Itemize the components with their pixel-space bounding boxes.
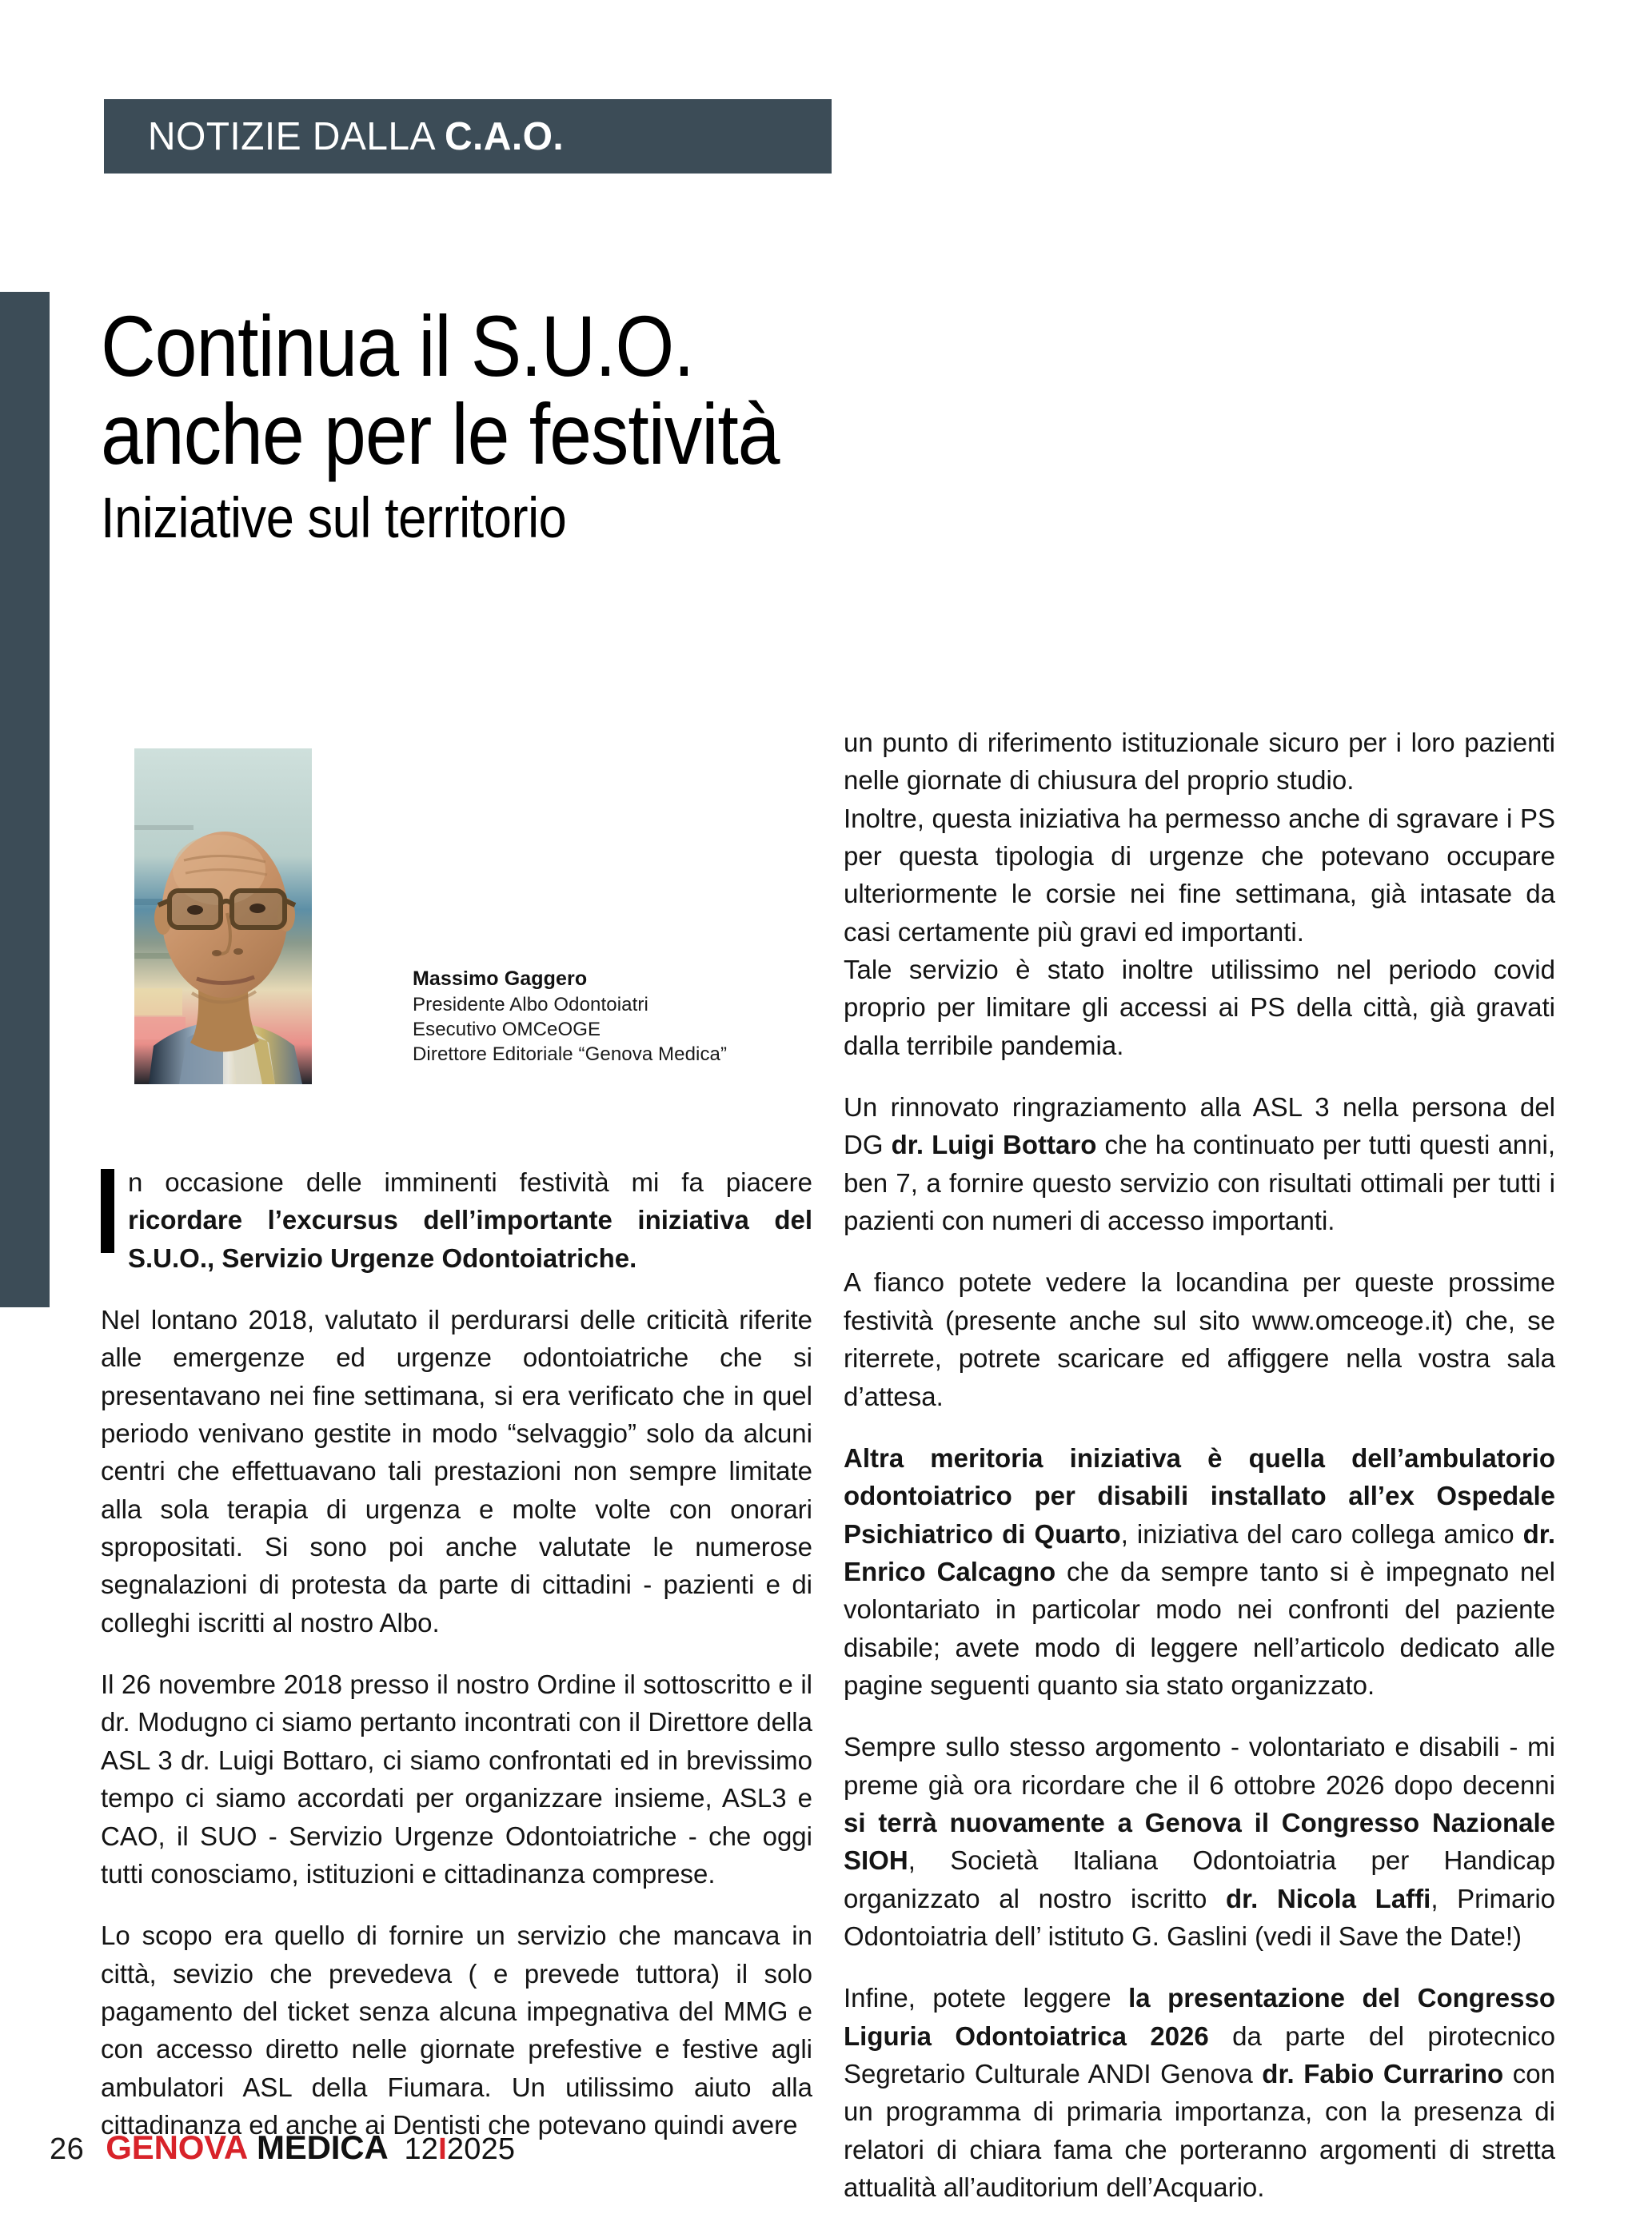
magazine-brand bbox=[106, 2128, 388, 2167]
paragraph-part: che da sempre tanto si è impegnato nel volontariato in particolar modo nei confronti del paziente disabile; avete modo di leggere nell’articolo dedicato alle pagine seguenti quanto sia stato organizzato. bbox=[844, 1556, 1555, 1700]
section-banner-prefix: NOTIZIE DALLA bbox=[147, 114, 445, 158]
issue-month: 12 bbox=[404, 2132, 439, 2166]
paragraph-part: , Primario Odontoiatria dell’ istituto G. Gaslini (vedi il Save the Date!) bbox=[844, 1883, 1556, 1951]
paragraph-part: Infine, potete leggere bbox=[844, 1983, 1129, 2013]
page-footer bbox=[50, 2128, 515, 2167]
paragraph-part: , Società Italiana Odontoiatria per Handicap organizzato al nostro iscritto bbox=[844, 1845, 1555, 1913]
paragraph: Nel lontano 2018, valutato il perdurarsi delle criticità riferite alle emergenze ed urgenze odontoiatriche che si presentavano nei fine settimana, si era verificato che in quel periodo venivano gestite in modo “selvaggio” solo da alcuni centri che effettuavano tali prestazioni non sempre limitate alla sola terapia di urgenza e molte volte con onorari spropositati. Si sono poi anche valutate le numerose segnalazioni di protesta da parte di cittadini - pazienti e di colleghi iscritti al nostro Albo. bbox=[101, 1305, 812, 1638]
paragraph-part: che ha continuato per tutti questi anni, ben 7, a fornire questo servizio con risultati ottimali per tutti i pazienti con numeri di accesso importanti. bbox=[844, 1130, 1555, 1236]
paragraph-part: , iniziativa del caro collega amico bbox=[1120, 1518, 1523, 1549]
body-column-left bbox=[101, 1163, 812, 2168]
congress-sioh-bold: si terrà nuovamente a Genova il Congresso Nazionale SIOH bbox=[844, 1807, 1555, 1876]
lead-paragraph-bold: ricordare l’excursus dell’importante iniziativa del S.U.O., Servizio Urgenze Odontoiatriche. bbox=[128, 1205, 812, 1273]
lead-paragraph bbox=[101, 1163, 812, 1277]
page-title-line-2: anche per le festività bbox=[101, 385, 780, 483]
byline-role-3: Direttore Editoriale “Genova Medica” bbox=[413, 1043, 728, 1065]
body-column-right bbox=[844, 724, 1555, 2230]
page-subtitle: Iniziative sul territorio bbox=[101, 487, 567, 551]
paragraph bbox=[844, 1728, 1555, 1955]
brand-genova: GENOVA bbox=[106, 2128, 248, 2166]
paragraph bbox=[844, 1439, 1555, 1704]
section-banner-label bbox=[104, 114, 564, 159]
section-banner-bold: C.A.O. bbox=[444, 114, 565, 158]
person-name-currarino: dr. Fabio Currarino bbox=[1262, 2059, 1504, 2088]
left-vertical-rule bbox=[0, 292, 50, 1307]
headline-block bbox=[101, 297, 1140, 551]
paragraph bbox=[844, 1088, 1555, 1239]
person-name-calcagno: dr. Enrico Calcagno bbox=[844, 1518, 1555, 1586]
person-name-laffi: dr. Nicola Laffi bbox=[1225, 1883, 1431, 1913]
byline-role-1: Presidente Albo Odontoiatri bbox=[413, 993, 648, 1015]
paragraph bbox=[844, 1979, 1555, 2206]
lead-paragraph-regular: n occasione delle imminenti festività mi fa piacere bbox=[128, 1167, 812, 1197]
byline-role-2: Esecutivo OMCeOGE bbox=[413, 1018, 601, 1040]
dropcap-bar-icon bbox=[101, 1169, 114, 1253]
paragraph: un punto di riferimento istituzionale sicuro per i loro pazienti nelle giornate di chiusura del proprio studio. bbox=[844, 728, 1555, 796]
page-title-line-1: Continua il S.U.O. bbox=[101, 297, 694, 394]
section-banner bbox=[104, 99, 832, 174]
issue-label bbox=[404, 2132, 515, 2167]
paragraph-part: da parte del pirotecnico Segretario Culturale ANDI Genova bbox=[844, 2021, 1555, 2088]
author-photo bbox=[134, 748, 312, 1084]
author-portrait-image bbox=[134, 748, 312, 1084]
person-name-bottaro: dr. Luigi Bottaro bbox=[891, 1130, 1097, 1160]
paragraph: Tale servizio è stato inoltre utilissimo nel periodo covid proprio per limitare gli accessi ai PS della città, già gravati dalla terribile pandemia. bbox=[844, 955, 1555, 1060]
paragraph-part: Un rinnovato ringraziamento alla ASL 3 nella persona del DG bbox=[844, 1092, 1555, 1160]
paragraph-lead-bold: Altra meritoria iniziativa è quella dell’ambulatorio odontoiatrico per disabili installato all’ex Ospedale Psichiatrico di Quarto bbox=[844, 1442, 1555, 1549]
issue-year: 2025 bbox=[446, 2132, 516, 2166]
byline-name: Massimo Gaggero bbox=[413, 967, 588, 990]
author-photo-frame bbox=[134, 748, 312, 1084]
paragraph: Lo scopo era quello di fornire un servizio che mancava in città, sevizio che prevedeva ( e prevede tuttora) il solo pagamento del ticket senza alcuna impegnativa del MMG e con accesso diretto nelle giornate prefestive e festive agli ambulatori ASL della Fiumara. Un utilissimo aiuto alla cittadinanza ed anche ai Dentisti che potevano quindi avere bbox=[101, 1921, 812, 2140]
byline bbox=[413, 966, 796, 1067]
brand-medica: MEDICA bbox=[257, 2128, 389, 2166]
paragraph: Inoltre, questa iniziativa ha permesso anche di sgravare i PS per questa tipologia di urgenze che potevano occupare ulteriormente le corsie nei fine settimana, già intasate da casi certamente più gravi ed importanti. bbox=[844, 803, 1555, 947]
paragraph: A fianco potete vedere la locandina per queste prossime festività (presente anche sul sito www.omceoge.it) che, se riterrete, potrete scaricare ed affiggere nella vostra sala d’attesa. bbox=[844, 1267, 1555, 1411]
page-title bbox=[101, 297, 1016, 483]
paragraph-part: con un programma di primaria importanza, con la presenza di relatori di chiara fama che porteranno argomenti di stretta attualità all’auditorium dell’Acquario. bbox=[844, 2059, 1555, 2203]
page-number: 26 bbox=[50, 2132, 85, 2166]
paragraph: Il 26 novembre 2018 presso il nostro Ordine il sottoscritto e il dr. Modugno ci siamo pertanto incontrati con il Direttore della ASL 3 dr. Luigi Bottaro, ci siamo confrontati ed in brevissimo tempo ci siamo accordati per organizzare insieme, ASL3 e CAO, il SUO - Servizio Urgenze Odontoiatriche - che oggi tutti conosciamo, istituzioni e cittadinanza comprese. bbox=[101, 1670, 812, 1889]
paragraph-part: Sempre sullo stesso argomento - volontariato e disabili - mi preme già ora ricordare che il 6 ottobre 2026 dopo decenni bbox=[844, 1732, 1555, 1800]
congress-liguria-bold: la presentazione del Congresso Liguria Odontoiatrica 2026 bbox=[844, 1983, 1555, 2051]
issue-separator: I bbox=[438, 2132, 447, 2166]
